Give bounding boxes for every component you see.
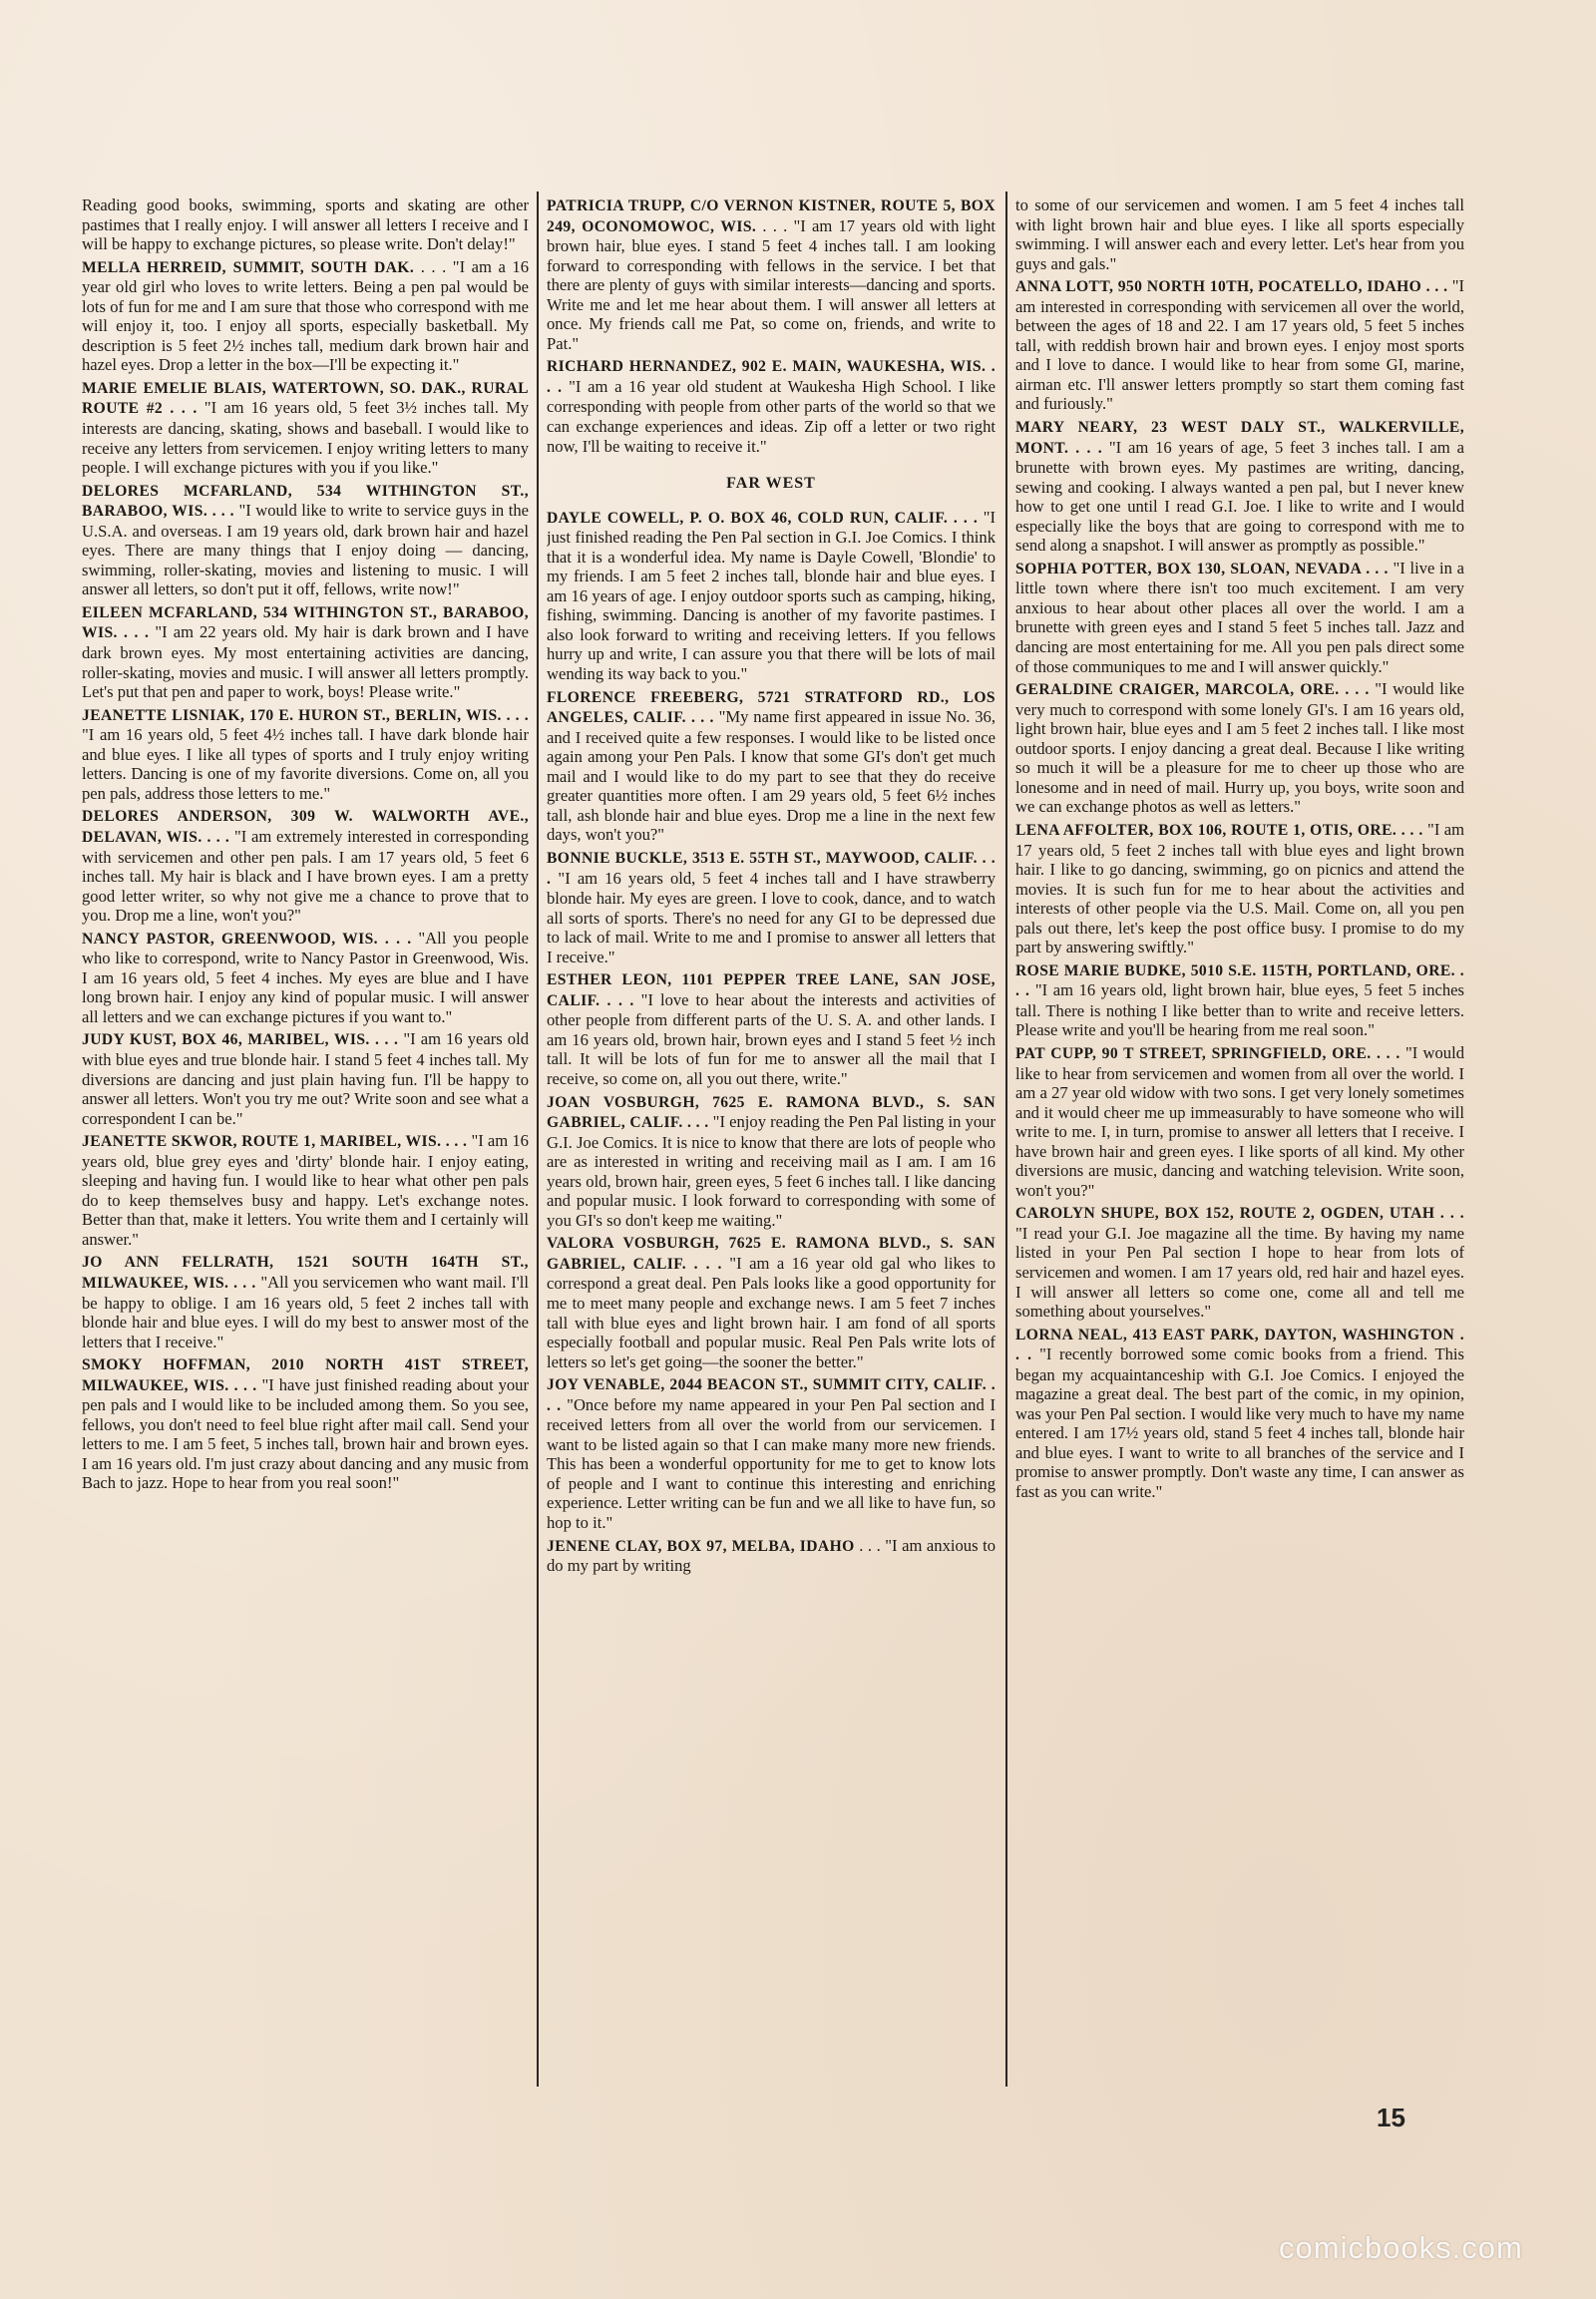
entry-text: . . . "I am a 16 year old girl who loves to write letters. Being a pen pal would be lots of fun for me and I am sure that those who correspond with me will enjoy it, too. I enjoy all sports, especially basketball. My description is 5 feet 2½ inches tall, medium dark brown hair and hazel eyes. Drop a letter in the box—I'll be expecting it." [82,256,529,375]
entry-name-address: DELORES MCFARLAND, 534 WITHINGTON ST., BARABOO, WIS. . . . [82,482,529,521]
pen-pal-entry [1015,1325,1464,1502]
pen-pal-entry [547,969,996,1088]
entry-text: "I am 16 years old, light brown hair, blue eyes, 5 feet 5 inches tall. There is nothing I like better than to write and receive letters. Please write and you'll be hearing from me real soon." [1015,980,1464,1040]
pen-pal-entry [82,705,529,804]
col1-entries [82,257,529,1493]
text-column-3 [1015,195,1464,2091]
entry-text: "I just finished reading the Pen Pal section in G.I. Joe Comics. I think that it is a wonderful idea. My name is Dayle Cowell, 'Blondie' to my friends. I am 5 feet 2 inches tall, blonde hair and blue eyes. I am 16 years of age. I enjoy outdoor sports such as camping, hiking, fishing, swimming. Dancing is another of my favorite pastimes. I also look forward to writing and receiving letters. If you fellows hurry up and write, I can assure you that there will be lots of mail wending its way back to you." [547,507,996,684]
entry-name-address: DELORES ANDERSON, 309 W. WALWORTH AVE., DELAVAN, WIS. . . . [82,808,529,846]
entry-text: "Once before my name appeared in your Pen Pal section and I received letters from all over the world from our servicemen. I want to be listed again so that I can make many more new friends. This has been a wonderful opportunity for me to get to know lots of people and I want to continue this interesting and enriching experience. Letter writing can be fun and we all like to have fun, so hop to it." [547,1394,996,1532]
pen-pal-entry [1015,1203,1464,1321]
entry-name-address: EILEEN MCFARLAND, 534 WITHINGTON ST., BARABOO, WIS. . . . [82,603,529,642]
entry-text: "I am 17 years old, 5 feet 2 inches tall with blue eyes and light brown hair. I like to go dancing, swimming, go on picnics and attend the movies. It is such fun for me to hear about the activities and interests of other people via the U.S. Mail. Come on, all you pen pals out there, let's keep the post office busy. I promise to do my part by answering swiftly." [1015,819,1464,958]
entry-name-address: GERALDINE CRAIGER, MARCOLA, ORE. . . . [1015,681,1370,699]
text-column-1 [82,195,529,2091]
pen-pal-entry [547,1536,996,1576]
continued-text: Reading good books, swimming, sports and skating are other pastimes that I really enjoy. I will answer all letters I receive and I will be happy to exchange pictures, so please write. Don't delay!" [82,195,529,254]
entry-name-address: DAYLE COWELL, P. O. BOX 46, COLD RUN, CALIF. . . . [547,509,979,527]
entry-name-address: LORNA NEAL, 413 EAST PARK, DAYTON, WASHINGTON . . . [1015,1326,1464,1364]
entry-name-address: ESTHER LEON, 1101 PEPPER TREE LANE, SAN JOSE, CALIF. . . . [547,971,996,1009]
col2-entries-after [547,508,996,1576]
entry-name-address: SMOKY HOFFMAN, 2010 NORTH 41ST STREET, MILWAUKEE, WIS. . . . [82,1356,529,1394]
entry-text: "I am extremely interested in corresponding with servicemen and other pen pals. I am 17 years old, 5 feet 6 inches tall. My hair is black and I have brown eyes. I am a pretty good letter writer, so why not give me a chance to prove that to you. Drop me a line, won't you?" [82,826,529,926]
entry-name-address: ROSE MARIE BUDKE, 5010 S.E. 115TH, PORTLAND, ORE. . . . [1015,961,1464,1000]
entry-text: "I am 16 years old with blue eyes and true blonde hair. I stand 5 feet 4 inches tall. My diversions are dancing and just plain having fun. I'll be happy to answer all letters. Won't you try me out? Write soon and see what a correspondent I can be." [82,1029,529,1128]
col2-entries-before [547,195,996,456]
pen-pal-entry [82,602,529,702]
entry-text: "All you people who like to correspond, write to Nancy Pastor in Greenwood, Wis. I am 16 years old, 5 feet 4 inches. My eyes are blue and I have long brown hair. I enjoy any kind of popular music. I will answer all letters and we can exchange pictures if you want to." [82,928,529,1026]
entry-name-address: JENENE CLAY, BOX 97, MELBA, IDAHO [547,1537,855,1555]
pen-pal-entry [547,1233,996,1371]
entry-name-address: LENA AFFOLTER, BOX 106, ROUTE 1, OTIS, ORE. . . . [1015,821,1423,839]
entry-text: "I recently borrowed some comic books from a friend. This began my acquaintanceship with G.I. Joe Comics. I enjoyed the magazine a great deal. The best part of the comic, in my opinion, was your Pen Pal section. I would like very much to have my name entered. I am 17½ years old, stand 5 feet 4 inches tall, blonde hair and blue eyes. I want to write to all branches of the service and I promise to answer promptly. Don't waste any time, I can answer as fast as you can write." [1015,1344,1464,1501]
entry-text: "I am a 16 year old gal who likes to correspond a great deal. Pen Pals looks like a good opportunity for me to meet many people and exchange news. I am 5 feet 7 inches tall with blue eyes and light brown hair. I am fond of all sports especially football and popular music. Real Pen Pals write lots of letters so let's get going—the sooner the better." [547,1253,996,1371]
pen-pal-entry [1015,820,1464,958]
pen-pal-entry [82,1131,529,1249]
entry-text: "All you servicemen who want mail. I'll be happy to oblige. I am 16 years old, 5 feet 2 inches tall with blonde hair and blue eyes. I will do my best to answer most of the letters that I receive." [82,1272,529,1351]
continued-text: to some of our servicemen and women. I am 5 feet 4 inches tall with light brown hair and blue eyes. I like all sports especially swimming. I will answer each and every letter. Let's hear from you guys and gals." [1015,195,1464,273]
pen-pal-entry [547,356,996,456]
entry-text: "I am 16 years old, 5 feet 4½ inches tall. I have dark blonde hair and blue eyes. I like all types of sports and I truly enjoy writing letters. Dancing is one of my favorite diversions. Come on, all you pen pals, address those letters to me." [82,725,529,803]
entry-text: "I am 16 years old, 5 feet 3½ inches tall. My interests are dancing, skating, shows and baseball. I would like to receive any letters from servicemen. I enjoy writing letters to many people. I will exchange pictures with you if you like." [82,398,529,478]
pen-pal-entry [1015,276,1464,414]
entry-text: "I would like to write to service guys in the U.S.A. and overseas. I am 19 years old, dark brown hair and hazel eyes. There are many things that I enjoy doing — dancing, swimming, roller-skating, movies and listening to music. I will answer all letters, so don't put it off, fellows, write now!" [82,501,529,599]
pen-pal-entry [1015,1043,1464,1200]
entry-name-address: RICHARD HERNANDEZ, 902 E. MAIN, WAUKESHA, WIS. . . . [547,358,996,396]
pen-pal-entry [1015,559,1464,676]
pen-pal-entry [82,1029,529,1128]
entry-text: "My name first appeared in issue No. 36, and I received quite a few responses. I would like to be listed once again among your Pen Pals. I know that some GI's don't get much mail and I would like to do my part to see that they do receive greater quantities more often. I am 29 years old, 5 feet 6½ inches tall, ash blonde hair and blue eyes. Drop me a line in the next few days, won't you?" [547,707,996,845]
entry-text: "I am interested in corresponding with servicemen all over the world, between the ages of 18 and 22. I am 17 years old, 5 feet 5 inches tall, with reddish brown hair and brown eyes. I enjoy most sports and I love to dance. I would like to hear from some GI, marine, airman etc. I'll answer letters promptly so start them coming fast and furiously." [1015,276,1464,414]
entry-name-address: VALORA VOSBURGH, 7625 E. RAMONA BLVD., S. SAN GABRIEL, CALIF. . . . [547,1235,996,1273]
pen-pal-entry [1015,417,1464,556]
entry-text: "I live in a little town where there isn't too much excitement. I am very anxious to hear about other places all over the world. I am a brunette with green eyes and I stand 5 feet 5 inches tall. Jazz and dancing are most entertaining for me. All you pen pals direct some of those communiques to me and I will answer quickly." [1015,558,1464,676]
pen-pal-entry [82,257,529,375]
entry-text: "I have just finished reading about your pen pals and I would like to be included among them. So you see, fellows, you don't need to feel blue right after mail call. Send your letters to me. I am 5 feet, 5 inches tall, brown hair and brown eyes. I am 16 years old. I'm just crazy about dancing and any music from Bach to jazz. Hope to hear from you real soon!" [82,1374,529,1493]
pen-pal-entry [82,378,529,478]
entry-text: "I would like very much to correspond with some lonely GI's. I am 16 years old, light brown hair, blue eyes and I am 5 feet 2 inches tall. I like most outdoor sports. I enjoy dancing a great deal. Because I like writing so much it will be a pleasure for me to cheer up those who are lonesome and in need of mail. Hurry up, you boys, write soon and we can exchange photos as well as letters." [1015,679,1464,817]
entry-text: "I am a 16 year old student at Waukesha High School. I like corresponding with people from other parts of the world so that we can exchange experiences and ideas. Zip off a letter or two right now, I'll be waiting to receive it." [547,376,996,456]
pen-pal-entry [547,1374,996,1532]
pen-pal-entry [82,929,529,1027]
entry-name-address: SOPHIA POTTER, BOX 130, SLOAN, NEVADA . . . [1015,560,1389,577]
entry-name-address: MELLA HERREID, SUMMIT, SOUTH DAK. [82,258,415,276]
pen-pal-entry [547,195,996,353]
entry-text: "I enjoy reading the Pen Pal listing in your G.I. Joe Comics. It is nice to know that there are lots of people who are as interested in writing and receiving mail as I am. I am 16 years old, brown hair, green eyes, 5 feet 6 inches tall. I like dancing and popular music. I look forward to corresponding with some of you GI's so don't keep me waiting." [547,1112,996,1230]
text-column-2 [547,195,996,2091]
entry-name-address: MARIE EMELIE BLAIS, WATERTOWN, SO. DAK., RURAL ROUTE #2 . . . [82,379,529,418]
entry-text: "I would like to hear from servicemen and women from all over the world. I am a 27 year old widow with two sons. I get very lonely sometimes and it would cheer me up immeasurably to have someone who will write to me. I, in turn, promise to answer all letters that I receive. I have brown hair and green eyes. I like sports of all kind. My other diversions are music, dancing and watching television. Write soon, won't you?" [1015,1042,1464,1200]
entry-name-address: PATRICIA TRUPP, C/O VERNON KISTNER, ROUTE 5, BOX 249, OCONOMOWOC, WIS. [547,197,996,235]
entry-text: . . . "I am 17 years old with light brown hair, blue eyes. I stand 5 feet 4 inches tall. I am looking forward to corresponding with fellows in the service. I bet that there are plenty of guys with similar interests—dancing and sports. Write me and let me hear about them. I will answer all letters at once. My friends call me Pat, so come on, friends, and write to Pat." [547,215,996,353]
entry-text: "I am 16 years old, 5 feet 4 inches tall and I have strawberry blonde hair. My eyes are green. I love to cook, dance, and to watch all sorts of sports. There's no need for any GI to be depressed due to lack of mail. Write to me and I promise to answer all letters that I receive." [547,868,996,966]
pen-pal-entry [1015,679,1464,817]
entry-name-address: JOY VENABLE, 2044 BEACON ST., SUMMIT CITY, CALIF. . . . [547,1376,996,1414]
watermark: comicbooks.com [1279,2230,1523,2265]
entry-name-address: JOAN VOSBURGH, 7625 E. RAMONA BLVD., S. SAN GABRIEL, CALIF. . . . [547,1093,996,1132]
entry-name-address: JO ANN FELLRATH, 1521 SOUTH 164TH ST., MILWAUKEE, WIS. . . . [82,1254,529,1292]
pen-pal-entry [82,481,529,599]
entry-text: . . . "I am anxious to do my part by writing [547,1535,996,1576]
entry-name-address: BONNIE BUCKLE, 3513 E. 55TH ST., MAYWOOD, CALIF. . . . [547,849,996,888]
entry-name-address: NANCY PASTOR, GREENWOOD, WIS. . . . [82,930,412,948]
entry-name-address: FLORENCE FREEBERG, 5721 STRATFORD RD., LOS ANGELES, CALIF. . . . [547,688,996,727]
entry-name-address: JEANETTE LISNIAK, 170 E. HURON ST., BERLIN, WIS. . . . [82,706,529,724]
entry-name-address: MARY NEARY, 23 WEST DALY ST., WALKERVILLE, MONT. . . . [1015,419,1464,457]
pen-pal-entry [82,1252,529,1351]
entry-name-address: PAT CUPP, 90 T STREET, SPRINGFIELD, ORE. . . . [1015,1044,1400,1062]
column-divider [1005,192,1007,2087]
entry-text: "I love to hear about the interests and activities of other people from different parts of the U. S. A. and other lands. I am 16 years old, brown hair, brown eyes and I stand 5 feet ½ inch tall. It will be lots of fun for me to answer all the mail that I receive, so come on, all you out there, write." [547,989,996,1088]
col3-entries [1015,276,1464,1501]
entry-name-address: JEANETTE SKWOR, ROUTE 1, MARIBEL, WIS. . . . [82,1133,468,1151]
entry-text: "I read your G.I. Joe magazine all the time. By having my name listed in your Pen Pal section I hope to hear from lots of servicemen and women. I am 17 years old, red hair and hazel eyes. I will answer all letters so come one, come all and tell me something about yourselves." [1015,1223,1464,1322]
page-number: 15 [1377,2103,1405,2132]
entry-text: "I am 16 years old, blue grey eyes and 'dirty' blonde hair. I enjoy eating, sleeping and having fun. I would like to hear what other pen pals do to keep themselves busy and happy. Let's exchange notes. Better than that, make it letters. You write them and I certainly will answer." [82,1131,529,1249]
entry-text: "I am 22 years old. My hair is dark brown and I have dark brown eyes. My most entertaining activities are dancing, roller-skating, movies and music. I will answer all letters promptly. Let's put that pen and paper to work, boys! Please write." [82,622,529,702]
entry-name-address: CAROLYN SHUPE, BOX 152, ROUTE 2, OGDEN, UTAH . . . [1015,1205,1464,1223]
pen-pal-entry [547,508,996,684]
column-divider [537,192,539,2087]
entry-text: "I am 16 years of age, 5 feet 3 inches tall. I am a brunette with brown eyes. My pastimes are writing, dancing, sewing and cooking. I always wanted a pen pal, but I never knew how to get one until I read G.I. Joe. I like to write and I would especially like the boys that are going to correspond with me to send along a snapshot. I will answer as promptly as possible." [1015,437,1464,556]
entry-name-address: JUDY KUST, BOX 46, MARIBEL, WIS. . . . [82,1031,399,1049]
pen-pal-entry [547,1092,996,1231]
pen-pal-entry [547,848,996,966]
section-heading-far-west: FAR WEST [726,475,816,493]
entry-name-address: ANNA LOTT, 950 NORTH 10TH, POCATELLO, IDAHO . . . [1015,278,1448,296]
pen-pal-entry [1015,960,1464,1040]
pen-pal-entry [82,806,529,925]
pen-pal-entry [547,687,996,845]
pen-pal-entry [82,1354,529,1493]
